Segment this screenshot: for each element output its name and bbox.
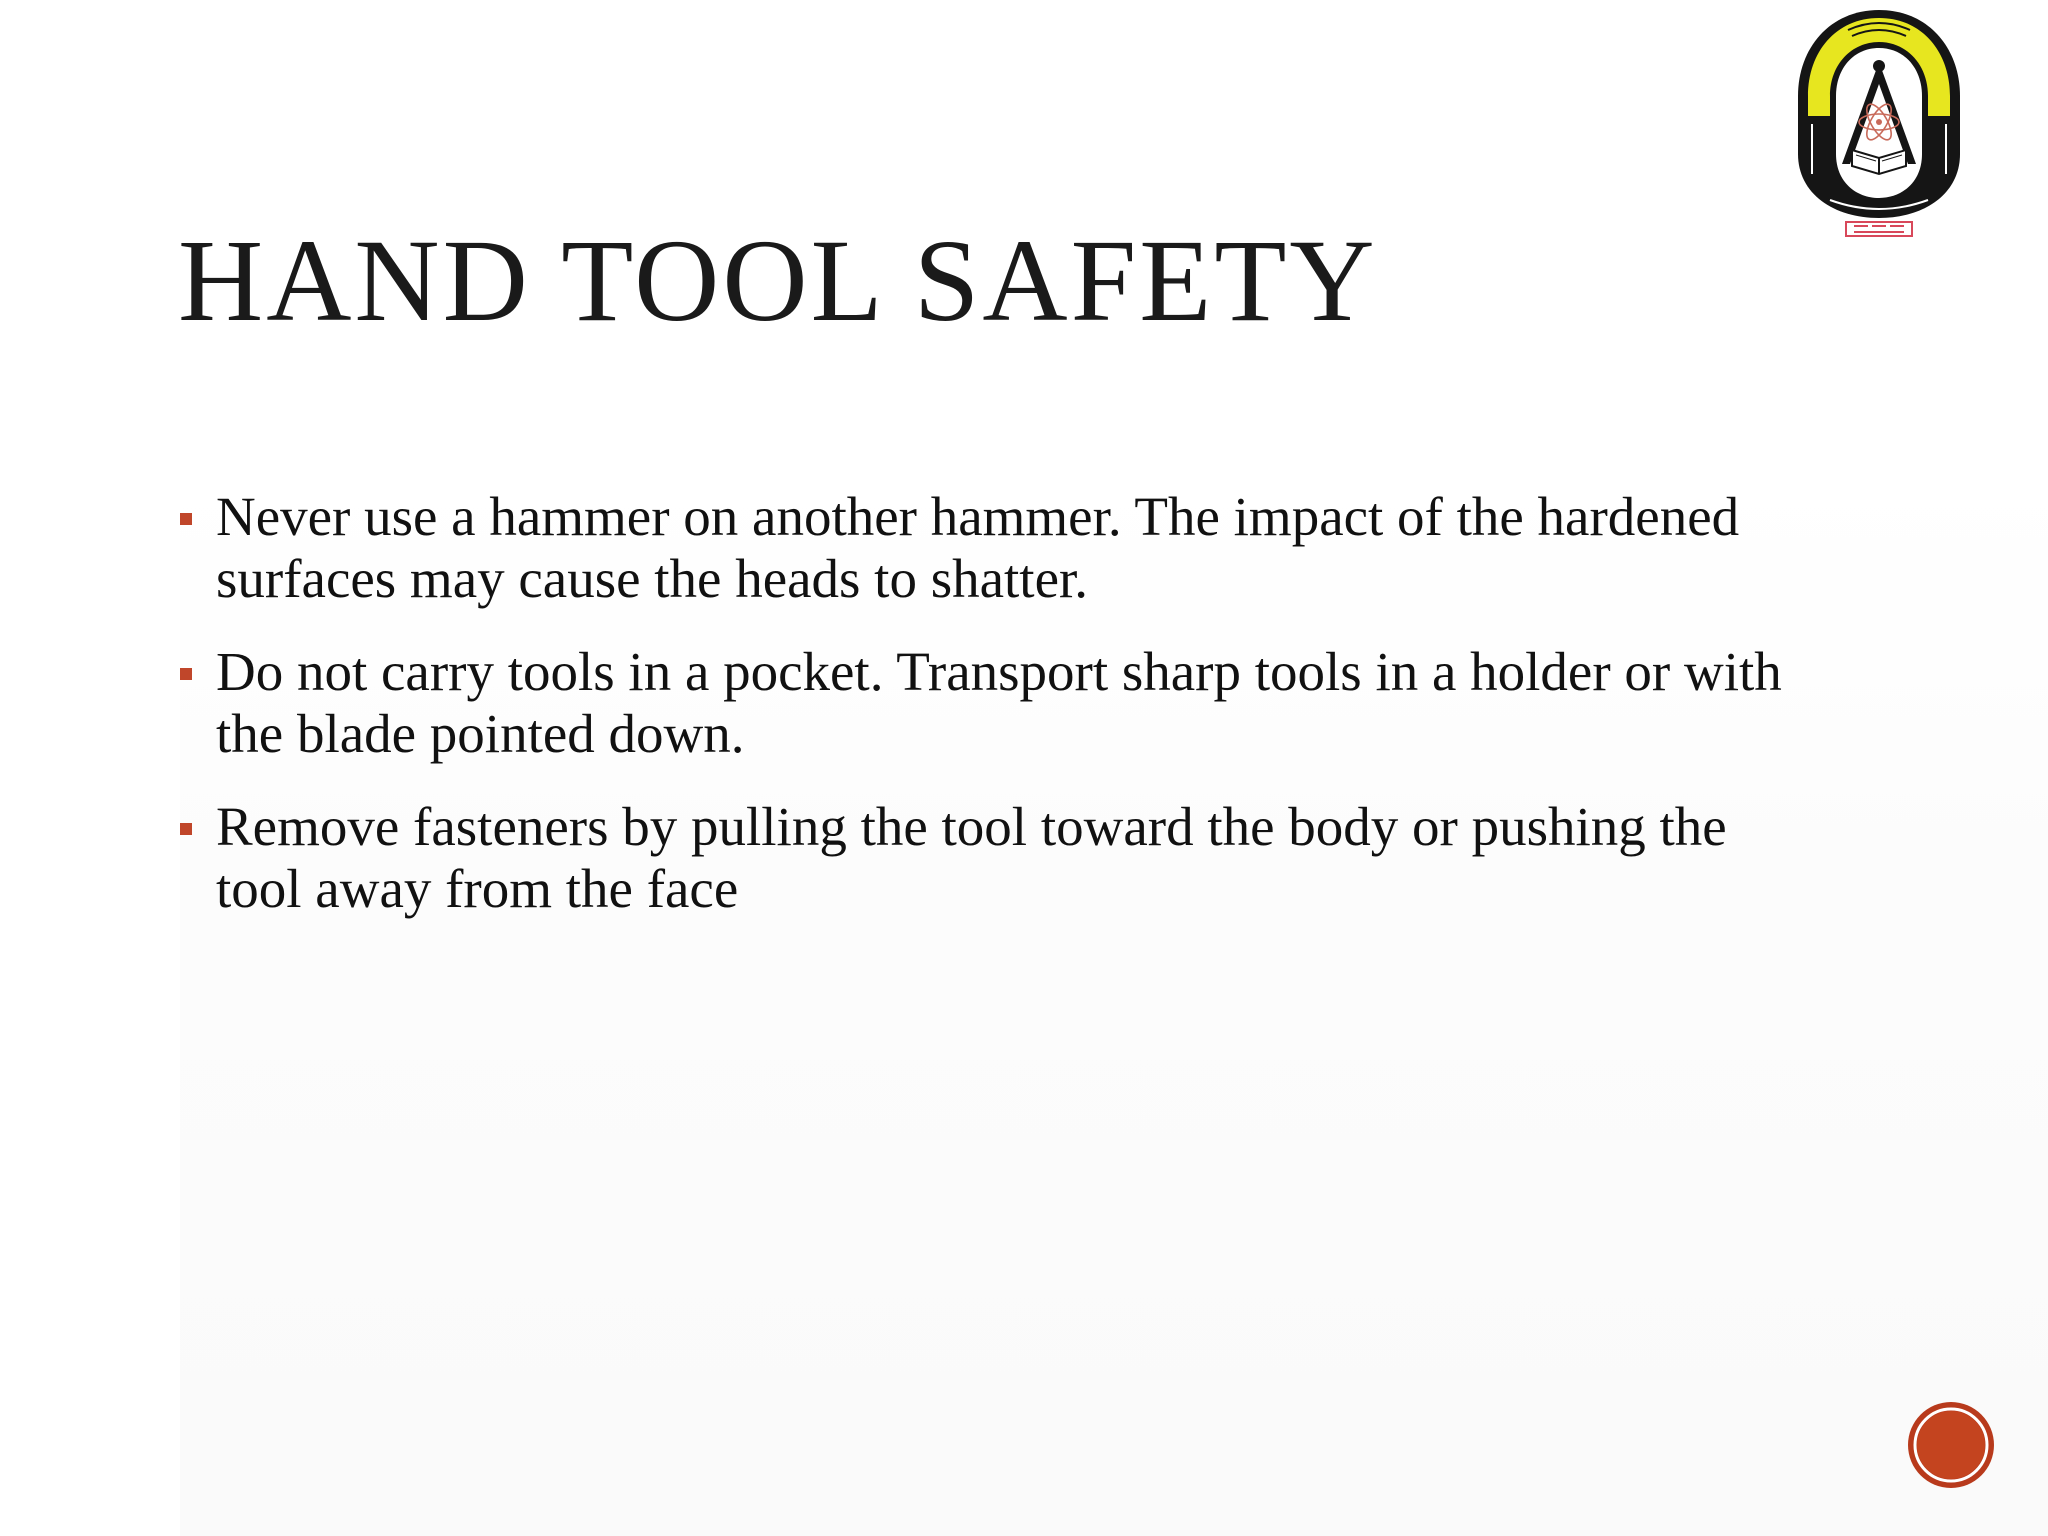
square-bullet-icon (180, 513, 192, 525)
bullet-item (178, 486, 1818, 610)
slide-title: HAND TOOL SAFETY (178, 215, 1378, 346)
bullet-text: Do not carry tools in a pocket. Transport sharp tools in a holder or with the blade pointed down. (216, 641, 1782, 764)
bullet-item (178, 641, 1818, 765)
square-bullet-icon (180, 823, 192, 835)
square-bullet-icon (180, 668, 192, 680)
next-slide-circle-icon[interactable] (1906, 1400, 1996, 1490)
bullet-text: Remove fasteners by pulling the tool toward the body or pushing the tool away from the face (216, 796, 1727, 919)
bullet-item (178, 796, 1818, 920)
bullet-list (178, 486, 1818, 951)
university-emblem-icon (1790, 4, 1968, 242)
bullet-text: Never use a hammer on another hammer. The impact of the hardened surfaces may cause the heads to shatter. (216, 486, 1740, 609)
